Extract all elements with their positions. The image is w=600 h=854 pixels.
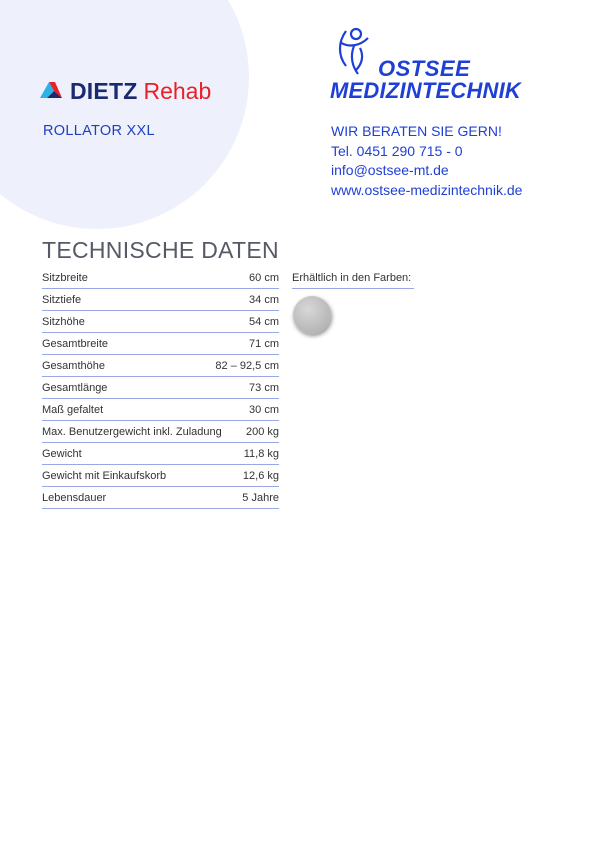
spec-value: 54 cm xyxy=(249,315,279,328)
contact-website[interactable]: www.ostsee-medizintechnik.de xyxy=(331,181,523,198)
spec-value: 82 – 92,5 cm xyxy=(215,359,279,372)
spec-label: Gesamtlänge xyxy=(42,381,108,394)
spec-row xyxy=(42,333,279,355)
spec-label: Sitzbreite xyxy=(42,271,88,284)
spec-value: 11,8 kg xyxy=(243,447,279,460)
colors-label: Erhältlich in den Farben: xyxy=(292,267,414,289)
spec-row xyxy=(42,377,279,399)
spec-label: Lebensdauer xyxy=(42,491,107,504)
product-name: ROLLATOR XXL xyxy=(43,123,155,139)
spec-value: 73 cm xyxy=(249,381,279,394)
spec-label: Sitztiefe xyxy=(42,293,82,306)
spec-value: 200 kg xyxy=(245,425,279,438)
contact-email[interactable]: info@ostsee-mt.de xyxy=(331,162,449,178)
contact-tagline: WIR BERATEN SIE GERN! xyxy=(331,123,502,139)
spec-value: 60 cm xyxy=(249,271,279,284)
brand-name-light: Rehab xyxy=(143,77,212,104)
spec-value: 30 cm xyxy=(249,403,279,416)
spec-row xyxy=(42,443,279,465)
spec-label: Gesamtbreite xyxy=(42,337,109,350)
logo-text-ostsee: OSTSEE xyxy=(378,56,471,81)
spec-label: Gewicht xyxy=(42,447,82,460)
contact-phone: Tel. 0451 290 715 - 0 xyxy=(331,142,463,159)
spec-row xyxy=(42,267,279,289)
spec-row xyxy=(42,421,279,443)
contact-block xyxy=(331,122,522,200)
ostsee-medizintechnik-logo xyxy=(330,26,540,106)
background-circle xyxy=(0,0,249,229)
logo-text-medizintechnik: MEDIZINTECHNIK xyxy=(330,78,522,103)
spec-row xyxy=(42,355,279,377)
spec-row xyxy=(42,399,279,421)
dietz-rehab-logo xyxy=(40,76,211,106)
spec-value: 71 cm xyxy=(249,337,279,350)
spec-row xyxy=(42,289,279,311)
color-swatch-silver[interactable] xyxy=(293,296,331,334)
spec-row xyxy=(42,465,279,487)
spec-label: Gewicht mit Einkaufskorb xyxy=(42,469,167,482)
spec-value: 12,6 kg xyxy=(242,469,279,482)
person-wave-icon xyxy=(334,26,374,78)
spec-value: 5 Jahre xyxy=(242,491,279,504)
spec-label: Gesamthöhe xyxy=(42,359,105,372)
spec-label: Sitzhöhe xyxy=(42,315,85,328)
spec-row xyxy=(42,311,279,333)
brand-name-bold: DIETZ xyxy=(70,77,138,104)
spec-value: 34 cm xyxy=(249,293,279,306)
spec-label: Maß gefaltet xyxy=(42,403,104,416)
spec-label: Max. Benutzergewicht inkl. Zuladung xyxy=(42,425,222,438)
specs-table xyxy=(42,267,279,509)
spec-row xyxy=(42,487,279,509)
specs-title: TECHNISCHE DATEN xyxy=(42,237,279,263)
dietz-logo-icon xyxy=(40,80,66,102)
